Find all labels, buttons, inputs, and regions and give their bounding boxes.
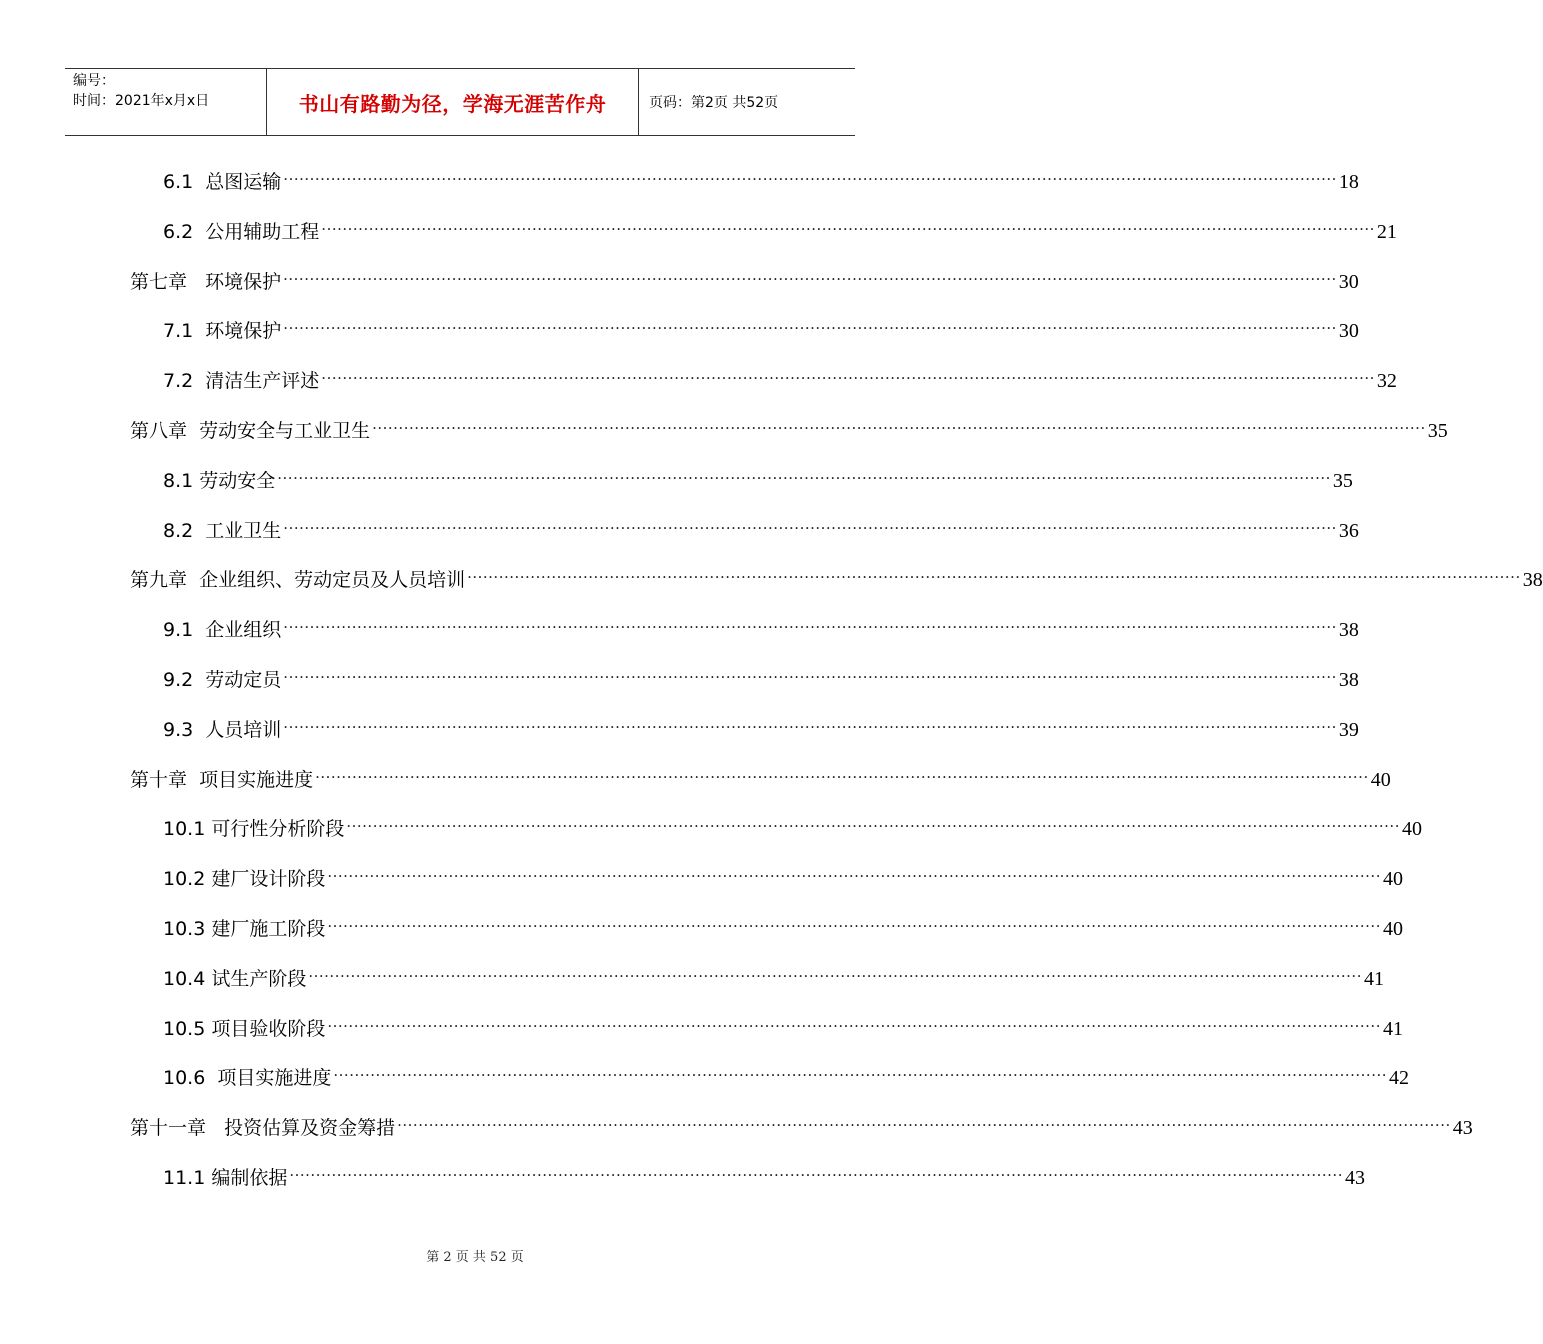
toc-entry[interactable] xyxy=(163,664,1359,692)
toc-leader-dots: ········································································································································································································ xyxy=(467,568,1521,587)
toc-entry-title: 第九章 企业组织、劳动定员及人员培训 xyxy=(130,569,466,592)
toc-entry[interactable] xyxy=(130,1112,1473,1140)
toc-leader-dots: ········································································································································································································ xyxy=(397,1116,1451,1135)
toc-leader-dots: ········································································································································································································ xyxy=(321,219,1375,238)
toc-entry-page-number: 41 xyxy=(1382,1017,1403,1040)
toc-entry[interactable] xyxy=(163,216,1397,244)
toc-entry-title: 10.6 项目实施进度 xyxy=(163,1067,332,1090)
toc-entry[interactable] xyxy=(163,813,1422,841)
toc-entry[interactable] xyxy=(163,315,1359,343)
toc-entry-page-number: 40 xyxy=(1401,818,1422,841)
header-motto: 书山有路勤为径，学海无涯苦作舟 xyxy=(298,91,607,116)
header-left-cell xyxy=(65,69,266,135)
toc-entry-page-number: 30 xyxy=(1338,320,1359,343)
toc-entry[interactable] xyxy=(163,465,1353,493)
toc-entry[interactable] xyxy=(163,1062,1410,1090)
toc-entry-page-number: 40 xyxy=(1382,868,1403,891)
toc-entry-page-number: 43 xyxy=(1452,1117,1473,1140)
toc-entry-title: 9.1 企业组织 xyxy=(163,619,282,642)
toc-entry-title: 7.2 清洁生产评述 xyxy=(163,370,320,393)
header-page-info-cell xyxy=(639,69,855,135)
toc-entry[interactable] xyxy=(163,365,1397,393)
toc-entry-page-number: 18 xyxy=(1338,171,1359,193)
toc-entry-page-number: 36 xyxy=(1338,519,1359,542)
toc-entry[interactable] xyxy=(163,1162,1365,1190)
toc-entry-title: 8.1 劳动安全 xyxy=(163,469,276,492)
toc-entry-title: 10.1 可行性分析阶段 xyxy=(163,818,345,841)
toc-leader-dots: ········································································································································································································ xyxy=(283,269,1337,288)
toc-entry-page-number: 43 xyxy=(1344,1167,1365,1189)
toc-entry-page-number: 38 xyxy=(1522,569,1543,592)
toc-leader-dots: ········································································································································································································ xyxy=(283,170,1337,188)
page-header xyxy=(65,68,855,136)
toc-entry[interactable] xyxy=(163,614,1359,642)
toc-entry-title: 第七章 环境保护 xyxy=(130,270,282,293)
toc-entry-title: 第八章 劳动安全与工业卫生 xyxy=(130,420,371,442)
toc-leader-dots: ········································································································································································································ xyxy=(289,1166,1343,1184)
toc-entry-title: 10.4 试生产阶段 xyxy=(163,967,307,990)
header-motto-cell xyxy=(266,69,639,135)
toc-entry-title: 9.3 人员培训 xyxy=(163,718,282,741)
toc-leader-dots: ········································································································································································································ xyxy=(327,917,1381,935)
toc-entry-page-number: 35 xyxy=(1427,420,1448,442)
toc-entry-title: 第十章 项目实施进度 xyxy=(130,768,314,791)
toc-entry-page-number: 40 xyxy=(1382,918,1403,940)
toc-entry-title: 9.2 劳动定员 xyxy=(163,669,282,691)
toc-entry[interactable] xyxy=(163,515,1359,543)
toc-entry-title: 6.2 公用辅助工程 xyxy=(163,220,320,243)
toc-entry-title: 10.2 建厂设计阶段 xyxy=(163,868,326,891)
toc-entry[interactable] xyxy=(163,166,1359,194)
toc-entry-page-number: 32 xyxy=(1376,370,1397,393)
toc-entry[interactable] xyxy=(163,1013,1403,1041)
toc-leader-dots: ········································································································································································································ xyxy=(321,369,1375,388)
toc-leader-dots: ········································································································································································································ xyxy=(346,817,1400,836)
toc-entry[interactable] xyxy=(130,764,1391,792)
toc-entry-page-number: 30 xyxy=(1338,270,1359,293)
toc-entry-page-number: 41 xyxy=(1363,967,1384,990)
toc-leader-dots: ········································································································································································································ xyxy=(283,618,1337,637)
toc-entry[interactable] xyxy=(163,913,1403,941)
toc-leader-dots: ········································································································································································································ xyxy=(315,767,1369,786)
toc-entry[interactable] xyxy=(130,564,1543,592)
toc-leader-dots: ········································································································································································································ xyxy=(283,319,1337,338)
toc-entry-page-number: 39 xyxy=(1338,718,1359,741)
toc-entry-title: 7.1 环境保护 xyxy=(163,320,282,343)
toc-leader-dots: ········································································································································································································ xyxy=(327,1016,1381,1035)
toc-entry[interactable] xyxy=(163,714,1359,742)
toc-entry-page-number: 42 xyxy=(1389,1067,1410,1090)
document-number-label: 编号： xyxy=(73,73,115,89)
toc-leader-dots: ········································································································································································································ xyxy=(283,717,1337,736)
toc-entry[interactable] xyxy=(163,863,1403,891)
toc-leader-dots: ········································································································································································································ xyxy=(372,419,1426,437)
toc-entry-page-number: 38 xyxy=(1338,669,1359,691)
toc-leader-dots: ········································································································································································································ xyxy=(277,468,1331,487)
toc-leader-dots: ········································································································································································································ xyxy=(283,518,1337,537)
toc-leader-dots: ········································································································································································································ xyxy=(308,966,1362,985)
toc-leader-dots: ········································································································································································································ xyxy=(333,1066,1388,1085)
header-page-info: 页码：第2页 共52页 xyxy=(649,95,779,111)
toc-entry-title: 10.3 建厂施工阶段 xyxy=(163,918,326,940)
toc-entry[interactable] xyxy=(163,963,1384,991)
document-time-label: 时间：2021年x月x日 xyxy=(73,93,210,109)
toc-entry[interactable] xyxy=(130,266,1359,294)
toc-entry-page-number: 21 xyxy=(1376,220,1397,243)
toc-entry-title: 8.2 工业卫生 xyxy=(163,519,282,542)
toc-entry-page-number: 40 xyxy=(1370,768,1391,791)
toc-entry-title: 10.5 项目验收阶段 xyxy=(163,1017,326,1040)
page-footer: 第 2 页 共 52 页 xyxy=(426,1250,524,1265)
toc-entry[interactable] xyxy=(130,415,1448,443)
toc-leader-dots: ········································································································································································································ xyxy=(327,867,1381,886)
toc-entry-page-number: 38 xyxy=(1338,619,1359,642)
toc-entry-title: 第十一章 投资估算及资金筹措 xyxy=(130,1117,396,1140)
toc-leader-dots: ········································································································································································································ xyxy=(283,668,1337,686)
toc-entry-page-number: 35 xyxy=(1332,469,1353,492)
toc-entry-title: 6.1 总图运输 xyxy=(163,171,282,193)
toc-entry-title: 11.1 编制依据 xyxy=(163,1167,288,1189)
